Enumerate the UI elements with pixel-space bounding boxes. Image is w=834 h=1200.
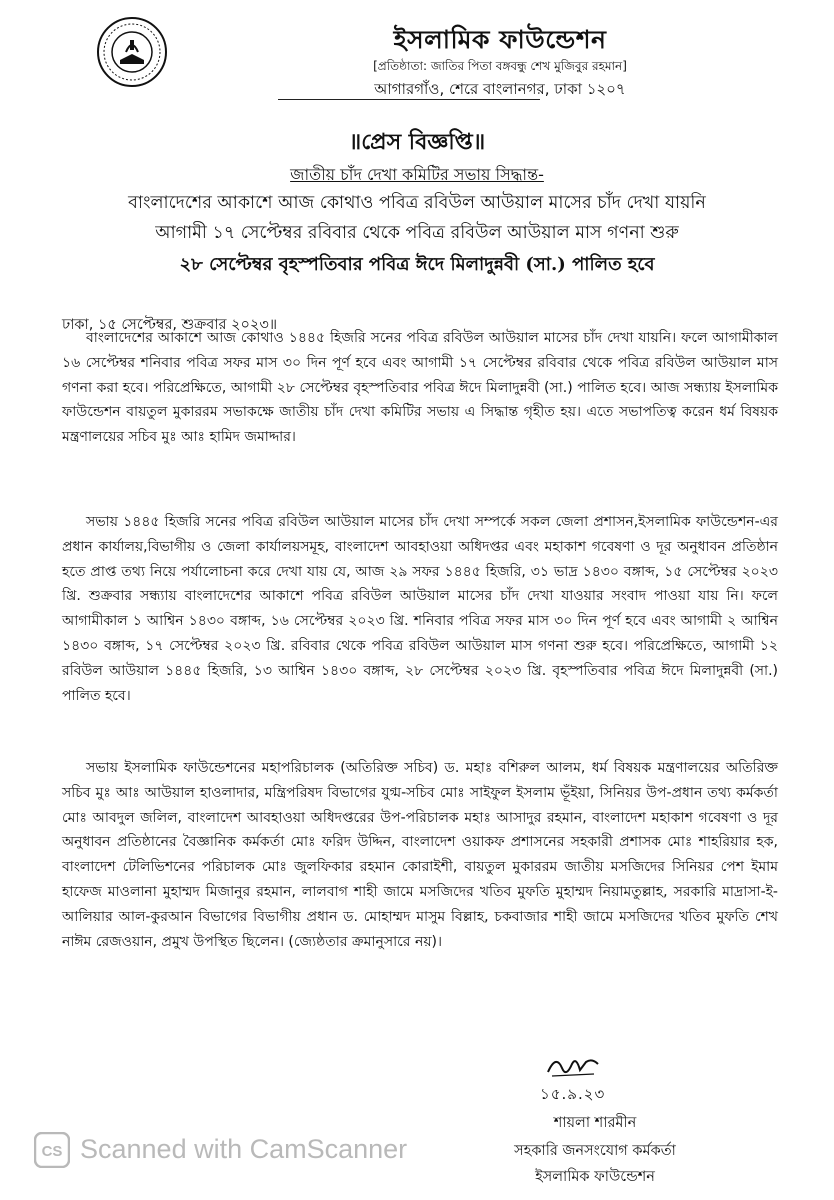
- camscanner-logo-text: CS: [41, 1143, 63, 1160]
- organization-name: ইসলামিক ফাউন্ডেশন: [393, 25, 607, 54]
- signature-scribble: [542, 1050, 602, 1086]
- signatory-name: শায়লা শারমীন: [553, 1115, 637, 1131]
- camscanner-logo-icon: [34, 1132, 70, 1168]
- scanner-watermark-text: Scanned with CamScanner: [80, 1134, 408, 1164]
- signatory-organization: ইসলামিক ফাউন্ডেশন: [535, 1169, 655, 1185]
- headline-line-1: বাংলাদেশের আকাশে আজ কোথাও পবিত্র রবিউল আউয়াল মাসের চাঁদ দেখা যায়নি: [128, 193, 706, 213]
- headline-line-2: আগামী ১৭ সেপ্টেম্বর রবিবার থেকে পবিত্র রবিউল আউয়াল মাস গণনা শুরু: [155, 223, 679, 243]
- signature-date: ১৫.৯.২৩: [540, 1085, 606, 1103]
- dateline: ঢাকা, ১৫ সেপ্টেম্বর, শুক্রবার ২০২৩॥: [62, 317, 278, 333]
- organization-address: আগারগাঁও, শেরে বাংলানগর, ঢাকা ১২০৭: [374, 80, 626, 98]
- paragraph-2: সভায় ১৪৪৫ হিজরি সনের পবিত্র রবিউল আউয়াল মাসের চাঁদ দেখা সম্পর্কে সকল জেলা প্রশাসন,ইসলামিক ফাউন্ডেশন-এর প্রধান কার্যালয়,বিভাগীয় ও জেলা কার্যালয়সমূহ, বাংলাদেশ আবহাওয়া অধিদপ্তর এবং মহাকাশ গবেষণা ও দূর অনুধাবন প্রতিষ্ঠান হতে প্রাপ্ত তথ্য নিয়ে পর্যালোচনা করে দেখা যায় যে, আজ ২৯ সফর ১৪৪৫ হিজরি, ৩১ ভাদ্র ১৪৩০ বঙ্গাব্দ, ১৫ সেপ্টেম্বর ২০২৩ খ্রি. শুক্রবার সন্ধ্যায় বাংলাদেশের আকাশে পবিত্র রবিউল আউয়াল মাসের চাঁদ দেখা যাওয়ার সংবাদ পাওয়া যায় নি। ফলে আগামীকাল ১ আশ্বিন ১৪৩০ বঙ্গাব্দ, ১৬ সেপ্টেম্বর ২০২৩ খ্রি. শনিবার পবিত্র সফর মাস ৩০ দিন পূর্ণ হবে এবং আগামী ২ আশ্বিন ১৪৩০ বঙ্গাব্দ, ১৭ সেপ্টেম্বর ২০২৩ খ্রি. রবিবার থেকে পবিত্র রবিউল আউয়াল মাস গণনা শুরু হবে। পরিপ্রেক্ষিতে, আগামী ১২ রবিউল আউয়াল ১৪৪৫ হিজরি, ১৩ আশ্বিন ১৪৩০ বঙ্গাব্দ, ২৮ সেপ্টেম্বর ২০২৩ খ্রি. বৃহস্পতিবার পবিত্র ঈদে মিলাদুন্নবী (সা.) পালিত হবে।: [62, 514, 778, 704]
- paragraph-3: সভায় ইসলামিক ফাউন্ডেশনের মহাপরিচালক (অতিরিক্ত সচিব) ড. মহাঃ বশিরুল আলম, ধর্ম বিষয়ক মন্ত্রণালয়ের অতিরিক্ত সচিব মুঃ আঃ আউয়াল হাওলাদার, মন্ত্রিপরিষদ বিভাগের যুগ্ম-সচিব মোঃ সাইফুল ইসলাম ভূঁইয়া, সিনিয়র উপ-প্রধান তথ্য কর্মকর্তা মোঃ আবদুল জলিল, বাংলাদেশ আবহাওয়া অধিদপ্তরের উপ-পরিচালক মহাঃ আসাদুর রহমান, বাংলাদেশ মহাকাশ গবেষণা ও দূর অনুধাবন প্রতিষ্ঠানের বৈজ্ঞানিক কর্মকর্তা মোঃ ফরিদ উদ্দিন, বাংলাদেশ ওয়াকফ প্রশাসনের সহকারী প্রশাসক মোঃ শাহরিয়ার হক, বাংলাদেশ টেলিভিশনের পরিচালক মোঃ জুলফিকার রহমান কোরাইশী, বায়তুল মুকাররম জাতীয় মসজিদের সিনিয়র পেশ ইমাম হাফেজ মাওলানা মুহাম্মদ মিজানুর রহমান, লালবাগ শাহী জামে মসজিদের খতিব মুফতি মুহাম্মদ নিয়ামতুল্লাহ, সরকারি মাদ্রাসা-ই-আলিয়ার আল-কুরআন বিভাগের বিভাগীয় প্রধান ড. মোহাম্মদ মাসুম বিল্লাহ, চকবাজার শাহী জামে মসজিদের খতিব মুফতি শেখ নাঈম রেজওয়ান, প্রমুখ উপস্থিত ছিলেন। (জ্যেষ্ঠতার ক্রমানুসারে নয়)।: [62, 760, 778, 950]
- islamic-foundation-seal-icon: [96, 16, 168, 88]
- headline-line-3: ২৮ সেপ্টেম্বর বৃহস্পতিবার পবিত্র ঈদে মিলাদুন্নবী (সা.) পালিত হবে: [179, 254, 655, 275]
- address-underline: [278, 99, 540, 100]
- committee-decision-heading: [0, 162, 834, 189]
- founder-line: [প্রতিষ্ঠাতা: জাতির পিতা বঙ্গবন্ধু শেখ মুজিবুর রহমান]: [373, 59, 627, 73]
- paragraph-1: বাংলাদেশের আকাশে আজ কোথাও ১৪৪৫ হিজরি সনের পবিত্র রবিউল আউয়াল মাসের চাঁদ দেখা যায়নি। ফলে আগামীকাল ১৬ সেপ্টেম্বর শনিবার পবিত্র সফর মাস ৩০ দিন পূর্ণ হবে এবং আগামী ১৭ সেপ্টেম্বর রবিবার থেকে পবিত্র রবিউল আউয়াল মাস গণনা করা হবে। পরিপ্রেক্ষিতে, আগামী ২৮ সেপ্টেম্বর বৃহস্পতিবার পবিত্র ঈদে মিলাদুন্নবী (সা.) পালিত হবে। আজ সন্ধ্যায় ইসলামিক ফাউন্ডেশন বায়তুল মুকাররম সভাকক্ষে জাতীয় চাঁদ দেখা কমিটির সভায় এ সিদ্ধান্ত গৃহীত হয়। এতে সভাপতিত্ব করেন ধর্ম বিষয়ক মন্ত্রণালয়ের সচিব মুঃ আঃ হামিদ জমাদ্দার।: [62, 330, 778, 446]
- press-release-title: ॥প্রেস বিজ্ঞপ্তি॥: [348, 129, 486, 155]
- signatory-title: সহকারি জনসংযোগ কর্মকর্তা: [514, 1143, 676, 1159]
- committee-heading-text: জাতীয় চাঁদ দেখা কমিটির সভায় সিদ্ধান্ত-: [290, 165, 544, 184]
